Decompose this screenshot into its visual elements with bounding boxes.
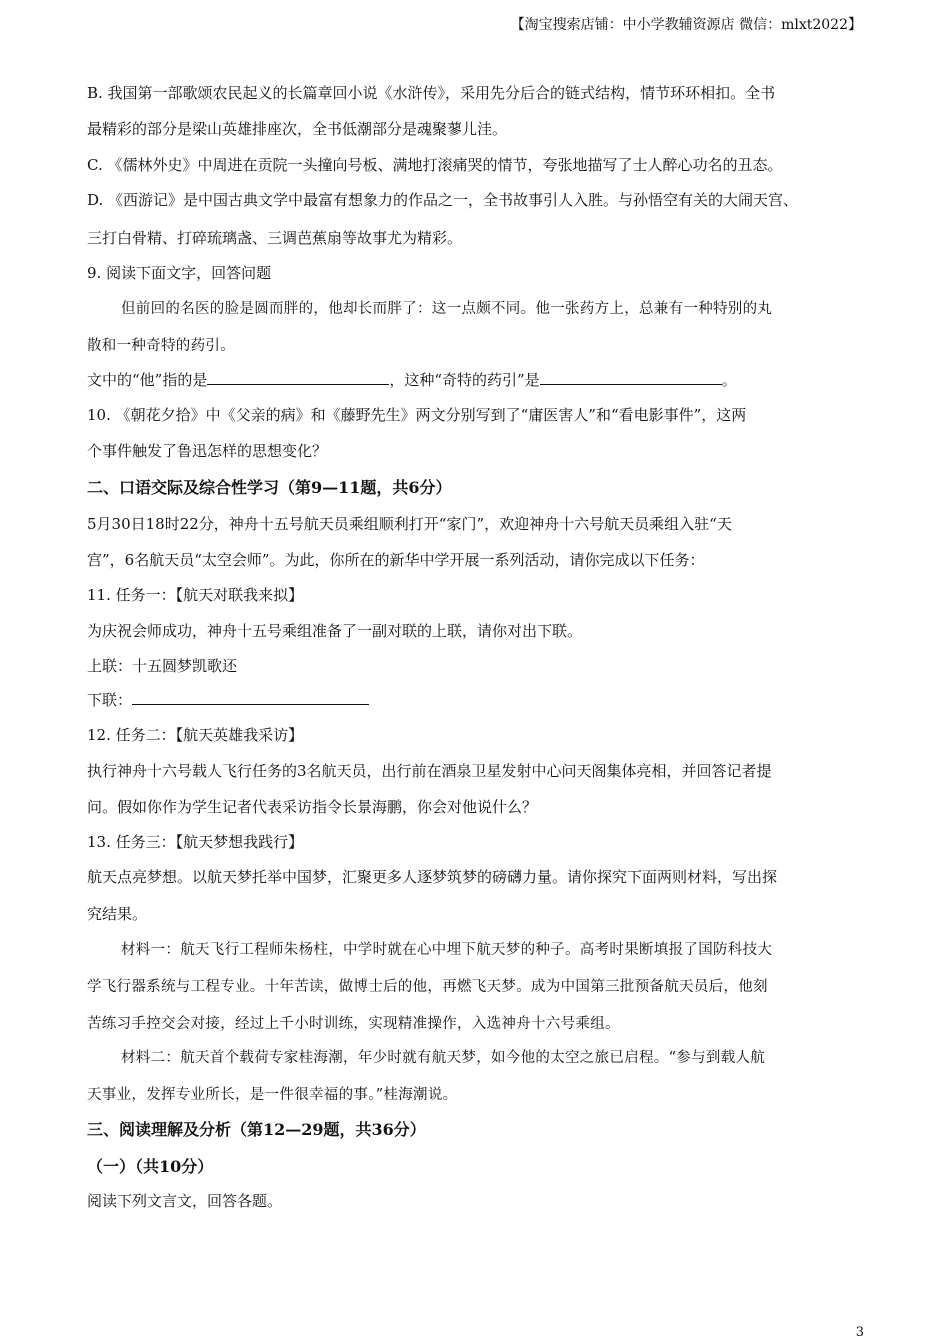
q10-line1: 10. 《朝花夕拾》中《父亲的病》和《藤野先生》两文分别写到了“庸医害人”和“看电影事件”，这两 [87,406,747,424]
q8-option-d-line1: D. 《西游记》是中国古典文学中最富有想象力的作品之一，全书故事引人入胜。与孙悟空有关的大闹天宫、 [87,191,799,209]
q8-option-b-line2: 最精彩的部分是梁山英雄排座次，全书低潮部分是魂聚蓼儿洼。 [87,120,508,138]
q11-desc: 为庆祝会师成功，神舟十五号乘组准备了一副对联的上联，请你对出下联。 [87,622,583,640]
material1-line3: 苦练习手控交会对接，经过上千小时训练，实现精准操作，入选神舟十六号乘组。 [87,1016,620,1032]
q13-line1: 航天点亮梦想。以航天梦托举中国梦，汇聚更多人逐梦筑梦的磅礴力量。请你探究下面两则材料，写出探 [87,868,778,886]
answer-blank-2[interactable] [540,370,722,385]
q9-prompt-end: 。 [721,371,737,389]
q9-title: 9. 阅读下面文字，回答问题 [87,264,272,282]
section2-heading: 二、口语交际及综合性学习（第9—11题，共6分） [87,478,452,497]
q10-line2: 个事件触发了鲁迅怎样的思想变化？ [87,442,328,460]
q8-option-c: C. 《儒林外史》中周进在贡院一头撞向号板、满地打滚痛哭的情节，夸张地描写了士人醉心功名的丑态。 [87,156,783,174]
page-number: 3 [855,1325,864,1340]
page-header: 【淘宝搜索店铺：中小学教辅资源店 微信：mlxt2022】 [510,17,862,33]
q8-option-d-line2: 三打白骨精、打碎琉璃盏、三调芭蕉扇等故事尤为精彩。 [87,229,463,247]
section2-intro-line1: 5月30日18时22分，神舟十五号航天员乘组顺利打开“家门”，欢迎神舟十六号航天员乘组入驻“天 [87,515,732,533]
q9-prompt-b: ，这种“奇特的药引”是 [389,371,540,389]
material2-line1: 材料二：航天首个载荷专家桂海潮，年少时就有航天梦，如今他的太空之旅已启程。“参与到载人航 [121,1050,766,1066]
q11-lower-label: 下联： [87,691,133,709]
q9-passage-line2: 散和一种奇特的药引。 [87,338,235,354]
q13-title: 13. 任务三：【航天梦想我践行】 [87,833,304,851]
q8-option-b-line1: B. 我国第一部歌颂农民起义的长篇章回小说《水浒传》，采用先分后合的链式结构，情节环环相扣。全书 [87,84,776,102]
section2-intro-line2: 宫”，6名航天员“太空会师”。为此，你所在的新华中学开展一系列活动，请你完成以下任务： [87,551,705,569]
q13-line2: 究结果。 [87,905,148,923]
answer-blank-1[interactable] [207,370,389,385]
q9-passage-line1: 但前回的名医的脸是圆而胖的，他却长而胖了：这一点颇不同。他一张药方上，总兼有一种特别的丸 [121,301,773,317]
couplet-answer-blank[interactable] [132,690,369,705]
material1-line1: 材料一：航天飞行工程师朱杨柱，中学时就在心中埋下航天梦的种子。高考时果断填报了国防科技大 [121,942,773,958]
q9-prompt-a: 文中的“他”指的是 [87,371,208,389]
material1-line2: 学飞行器系统与工程专业。十年苦读，做博士后的他，再燃飞天梦。成为中国第三批预备航天员后，他刻 [87,979,768,995]
section3-subheading: （一）（共10分） [87,1157,214,1176]
q11-lower-couplet [87,689,369,710]
section3-heading: 三、阅读理解及分析（第12—29题，共36分） [87,1120,426,1139]
section3-instruction: 阅读下列文言文，回答各题。 [87,1192,283,1210]
q11-title: 11. 任务一：【航天对联我来拟】 [87,586,304,604]
q9-prompt [87,369,737,390]
q12-title: 12. 任务二：【航天英雄我采访】 [87,726,304,744]
q11-upper-couplet: 上联：十五圆梦凯歌还 [87,657,238,675]
q12-line2: 问。假如你作为学生记者代表采访指令长景海鹏，你会对他说什么？ [87,798,538,816]
q12-line1: 执行神舟十六号载人飞行任务的3名航天员，出行前在酒泉卫星发射中心问天阁集体亮相，并回答记者提 [87,762,772,780]
material2-line2: 天事业，发挥专业所长，是一件很幸福的事。”桂海潮说。 [87,1087,458,1103]
